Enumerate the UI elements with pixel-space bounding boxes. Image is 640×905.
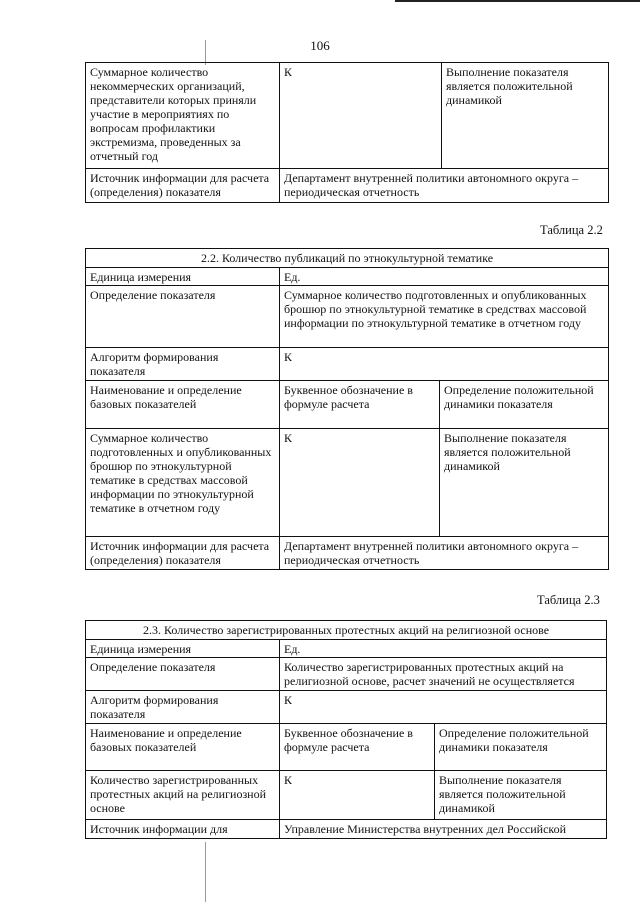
table-row <box>86 169 609 203</box>
source-label: Источник информации для <box>86 820 280 839</box>
base-header-dynamics: Определение положительной динамики показателя <box>435 724 607 771</box>
base-indicator-symbol: К <box>280 63 442 169</box>
base-header-dynamics: Определение положительной динамики показателя <box>440 381 609 429</box>
definition-value: Количество зарегистрированных протестных акций на религиозной основе, расчет значений не осуществляется <box>280 658 607 691</box>
source-value: Департамент внутренней политики автономного округа – периодическая отчетность <box>280 537 609 570</box>
base-indicator-symbol: К <box>280 429 440 537</box>
table-row <box>86 658 607 691</box>
unit-value: Ед. <box>280 640 607 658</box>
algorithm-label: Алгоритм формирования показателя <box>86 691 280 724</box>
unit-label: Единица измерения <box>86 640 280 658</box>
base-indicator-name: Суммарное количество подготовленных и опубликованных брошюр по этнокультурной тематике в средствах массовой информации по этнокультурной тематике в отчетном году <box>86 429 280 537</box>
table-title-row <box>86 621 607 640</box>
algorithm-value: К <box>280 348 609 381</box>
table-row <box>86 640 607 658</box>
table-row <box>86 268 609 286</box>
source-value: Департамент внутренней политики автономного округа – периодическая отчетность <box>280 169 609 203</box>
source-label: Источник информации для расчета (определения) показателя <box>86 169 280 203</box>
scan-artifact-line <box>205 842 206 902</box>
algorithm-label: Алгоритм формирования показателя <box>86 348 280 381</box>
base-header-symbol: Буквенное обозначение в формуле расчета <box>280 724 435 771</box>
base-indicator-dynamics: Выполнение показателя является положительной динамикой <box>435 771 607 820</box>
definition-label: Определение показателя <box>86 286 280 348</box>
definition-value: Суммарное количество подготовленных и опубликованных брошюр по этнокультурной тематике в средствах массовой информации по этнокультурной тематике в отчетном году <box>280 286 609 348</box>
table-caption: Таблица 2.2 <box>540 223 603 237</box>
table-title: 2.2. Количество публикаций по этнокультурной тематике <box>86 249 609 268</box>
unit-value: Ед. <box>280 268 609 286</box>
table-2-1-continuation <box>85 62 609 203</box>
table-title-row <box>86 249 609 268</box>
scan-edge-mark <box>395 0 640 2</box>
base-indicator-dynamics: Выполнение показателя является положительной динамикой <box>440 429 609 537</box>
table-row <box>86 286 609 348</box>
table-header-row <box>86 724 607 771</box>
base-header-symbol: Буквенное обозначение в формуле расчета <box>280 381 440 429</box>
algorithm-value: К <box>280 691 607 724</box>
base-indicator-name: Количество зарегистрированных протестных акций на религиозной основе <box>86 771 280 820</box>
table-row <box>86 771 607 820</box>
base-indicator-name: Суммарное количество некоммерческих организаций, представители которых приняли участие в мероприятиях по вопросам профилактики экстремизма, проведенных за отчетный год <box>86 63 280 169</box>
table-title: 2.3. Количество зарегистрированных протестных акций на религиозной основе <box>86 621 607 640</box>
table-row <box>86 429 609 537</box>
base-indicator-symbol: К <box>280 771 435 820</box>
source-label: Источник информации для расчета (определения) показателя <box>86 537 280 570</box>
unit-label: Единица измерения <box>86 268 280 286</box>
base-header-name: Наименование и определение базовых показателей <box>86 724 280 771</box>
table-row <box>86 820 607 839</box>
definition-label: Определение показателя <box>86 658 280 691</box>
table-row <box>86 63 609 169</box>
table-row <box>86 537 609 570</box>
table-row <box>86 348 609 381</box>
base-indicator-dynamics: Выполнение показателя является положительной динамикой <box>442 63 609 169</box>
table-2-2 <box>85 248 609 570</box>
source-value: Управление Министерства внутренних дел Российской <box>280 820 607 839</box>
table-row <box>86 691 607 724</box>
page-number: 106 <box>310 38 330 53</box>
base-header-name: Наименование и определение базовых показателей <box>86 381 280 429</box>
table-2-3 <box>85 620 607 839</box>
table-caption: Таблица 2.3 <box>537 593 600 607</box>
table-header-row <box>86 381 609 429</box>
